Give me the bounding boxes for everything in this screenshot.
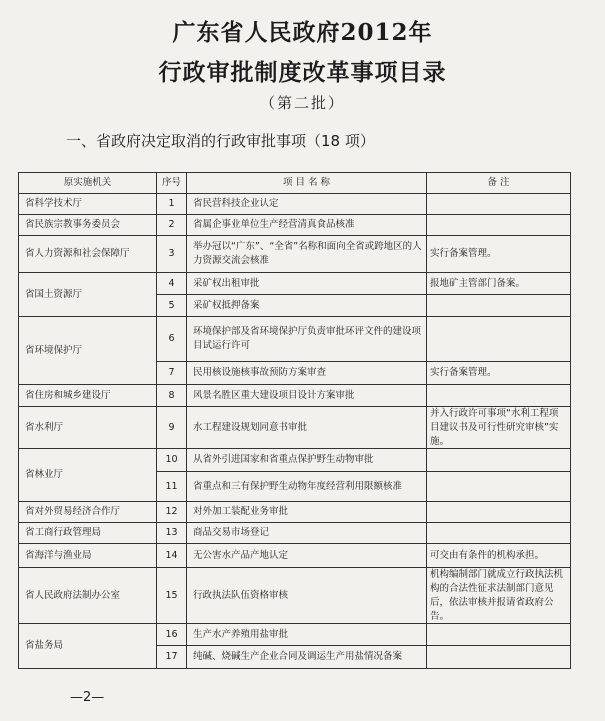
seq-cell: 13 xyxy=(157,523,187,544)
table-row xyxy=(19,273,571,295)
note-cell xyxy=(427,624,571,646)
seq-cell: 12 xyxy=(157,502,187,523)
note-cell xyxy=(427,385,571,407)
approval-items-table xyxy=(18,172,571,669)
table-row xyxy=(19,385,571,407)
note-cell: 机构编制部门就成立行政执法机构的合法性征求法制部门意见后，依法审核并报请省政府公告。 xyxy=(427,568,571,624)
table-row xyxy=(19,194,571,215)
dept-cell: 省住房和城乡建设厅 xyxy=(19,385,157,407)
section-heading: 一、省政府决定取消的行政审批事项（18 项） xyxy=(66,132,375,150)
table-row xyxy=(19,624,571,646)
header-note: 备 注 xyxy=(427,173,571,194)
dept-cell: 省科学技术厅 xyxy=(19,194,157,215)
note-cell xyxy=(427,472,571,502)
table-row xyxy=(19,449,571,472)
item-cell: 民用核设施核事故预防方案审查 xyxy=(187,362,427,385)
note-cell: 并入行政许可事项“水利工程项目建议书及可行性研究审核”实施。 xyxy=(427,407,571,449)
dept-cell: 省环境保护厅 xyxy=(19,317,157,385)
dept-cell: 省工商行政管理局 xyxy=(19,523,157,544)
header-item: 项 目 名 称 xyxy=(187,173,427,194)
item-cell: 采矿权出租审批 xyxy=(187,273,427,295)
note-cell: 报地矿主管部门备案。 xyxy=(427,273,571,295)
item-cell: 水工程建设规划同意书审批 xyxy=(187,407,427,449)
note-cell xyxy=(427,194,571,215)
seq-cell: 11 xyxy=(157,472,187,502)
seq-cell: 2 xyxy=(157,215,187,236)
dept-cell: 省人力资源和社会保障厅 xyxy=(19,236,157,273)
note-cell xyxy=(427,646,571,669)
note-cell xyxy=(427,449,571,472)
note-cell xyxy=(427,502,571,523)
table-row xyxy=(19,523,571,544)
item-cell: 省属企事业单位生产经营清真食品核准 xyxy=(187,215,427,236)
seq-cell: 6 xyxy=(157,317,187,362)
table-row xyxy=(19,407,571,449)
item-cell: 环境保护部及省环境保护厅负责审批环评文件的建设项目试运行许可 xyxy=(187,317,427,362)
item-cell: 省民营科技企业认定 xyxy=(187,194,427,215)
dept-cell: 省人民政府法制办公室 xyxy=(19,568,157,624)
title-line-2: 行政审批制度改革事项目录 xyxy=(158,59,447,86)
dept-cell: 省盐务局 xyxy=(19,624,157,669)
item-cell: 采矿权抵押备案 xyxy=(187,295,427,317)
table-row xyxy=(19,215,571,236)
seq-cell: 1 xyxy=(157,194,187,215)
title-line-1: 广东省人民政府2012年 xyxy=(172,19,433,46)
seq-cell: 9 xyxy=(157,407,187,449)
dept-cell: 省林业厅 xyxy=(19,449,157,502)
item-cell: 从省外引进国家和省重点保护野生动物审批 xyxy=(187,449,427,472)
dept-cell: 省海洋与渔业局 xyxy=(19,544,157,568)
seq-cell: 15 xyxy=(157,568,187,624)
dept-cell: 省对外贸易经济合作厅 xyxy=(19,502,157,523)
note-cell: 实行备案管理。 xyxy=(427,236,571,273)
item-cell: 对外加工装配业务审批 xyxy=(187,502,427,523)
note-cell: 实行备案管理。 xyxy=(427,362,571,385)
note-cell xyxy=(427,317,571,362)
seq-cell: 4 xyxy=(157,273,187,295)
note-cell xyxy=(427,295,571,317)
page-number: —2— xyxy=(70,690,105,705)
item-cell: 纯碱、烧碱生产企业合同及调运生产用盐情况备案 xyxy=(187,646,427,669)
header-dept: 原实施机关 xyxy=(19,173,157,194)
item-cell: 商品交易市场登记 xyxy=(187,523,427,544)
item-cell: 举办冠以“广东”、“全省”名称和面向全省或跨地区的人力资源交流会核准 xyxy=(187,236,427,273)
table-row xyxy=(19,544,571,568)
seq-cell: 10 xyxy=(157,449,187,472)
item-cell: 风景名胜区重大建设项目设计方案审批 xyxy=(187,385,427,407)
seq-cell: 14 xyxy=(157,544,187,568)
table-row xyxy=(19,502,571,523)
seq-cell: 7 xyxy=(157,362,187,385)
batch-label: （第二批） xyxy=(259,94,345,112)
item-cell: 无公害水产品产地认定 xyxy=(187,544,427,568)
note-cell xyxy=(427,215,571,236)
header-seq: 序号 xyxy=(157,173,187,194)
item-cell: 行政执法队伍资格审核 xyxy=(187,568,427,624)
dept-cell: 省民族宗教事务委员会 xyxy=(19,215,157,236)
note-cell xyxy=(427,523,571,544)
seq-cell: 16 xyxy=(157,624,187,646)
dept-cell: 省国土资源厅 xyxy=(19,273,157,317)
note-cell: 可交由有条件的机构承担。 xyxy=(427,544,571,568)
table-row xyxy=(19,317,571,362)
table-row xyxy=(19,236,571,273)
table-row xyxy=(19,568,571,624)
seq-cell: 8 xyxy=(157,385,187,407)
item-cell: 生产水产养殖用盐审批 xyxy=(187,624,427,646)
table-header-row xyxy=(19,173,571,194)
dept-cell: 省水利厅 xyxy=(19,407,157,449)
item-cell: 省重点和三有保护野生动物年度经营利用限额核准 xyxy=(187,472,427,502)
seq-cell: 3 xyxy=(157,236,187,273)
seq-cell: 5 xyxy=(157,295,187,317)
seq-cell: 17 xyxy=(157,646,187,669)
